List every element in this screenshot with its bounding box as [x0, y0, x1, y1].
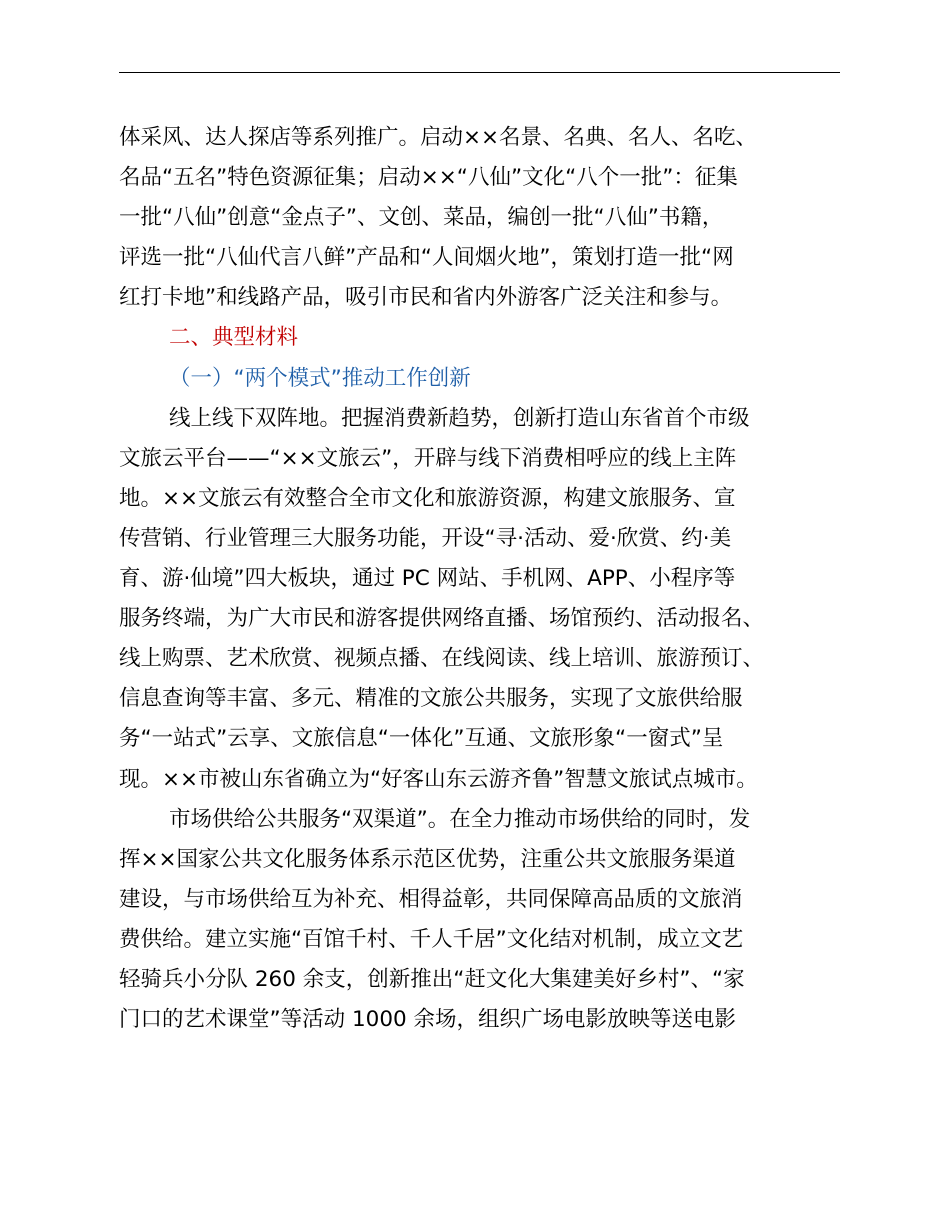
text-line: 信息查询等丰富、多元、精准的文旅公共服务，实现了文旅供给服 [119, 686, 743, 712]
text-line: 传营销、行业管理三大服务功能，开设“寻·活动、爱·欣赏、约·美 [119, 525, 732, 551]
text-line: 挥××国家公共文化服务体系示范区优势，注重公共文旅服务渠道 [119, 846, 736, 872]
header-rule [119, 72, 840, 73]
text-line: 地。××文旅云有效整合全市文化和旅游资源，构建文旅服务、宣 [119, 485, 736, 511]
section-heading: 二、典型材料 [169, 325, 299, 351]
text-line: 红打卡地”和线路产品，吸引市民和省内外游客广泛关注和参与。 [119, 285, 733, 311]
text-line: 体采风、达人探店等系列推广。启动××名景、名典、名人、名吃、 [119, 125, 758, 150]
text-line: 轻骑兵小分队 260 余支，创新推出“赶文化大集建美好乡村”、“家 [119, 966, 745, 992]
text-line: 一批“八仙”创意“金点子”、文创、菜品，编创一批“八仙”书籍， [119, 205, 724, 231]
document-body [119, 118, 855, 1040]
subsection-heading: （一）“两个模式”推动工作创新 [169, 365, 471, 391]
text-line: 服务终端，为广大市民和游客提供网络直播、场馆预约、活动报名、 [119, 606, 765, 632]
text-line: 线上线下双阵地。把握消费新趋势，创新打造山东省首个市级 [169, 405, 750, 431]
text-line: 线上购票、艺术欣赏、视频点播、在线阅读、线上培训、旅游预订、 [119, 646, 765, 672]
text-line: 门口的艺术课堂”等活动 1000 余场，组织广场电影放映等送电影 [119, 1007, 737, 1033]
text-line: 文旅云平台——“××文旅云”，开辟与线下消费相呼应的线上主阵 [119, 445, 737, 471]
text-line: 现。××市被山东省确立为“好客山东云游齐鲁”智慧文旅试点城市。 [119, 766, 758, 792]
paragraph-online-offline [119, 399, 855, 800]
text-line: 育、游·仙境”四大板块，通过 PC 网站、手机网、APP、小程序等 [119, 566, 736, 592]
text-line: 费供给。建立实施“百馆千村、千人千居”文化结对机制，成立文艺 [119, 926, 744, 952]
text-line: 市场供给公共服务“双渠道”。在全力推动市场供给的同时，发 [169, 806, 751, 832]
intro-paragraph [119, 118, 855, 318]
text-line: 务“一站式”云享、文旅信息“一体化”互通、文旅形象“一窗式”呈 [119, 726, 724, 752]
paragraph-dual-channel [119, 800, 855, 1041]
text-line: 名品“五名”特色资源征集；启动××“八仙”文化“八个一批”：征集 [119, 165, 738, 191]
text-line: 评选一批“八仙代言八鲜”产品和“人间烟火地”，策划打造一批“网 [119, 245, 734, 271]
text-line: 建设，与市场供给互为补充、相得益彰，共同保障高品质的文旅消 [119, 886, 743, 912]
